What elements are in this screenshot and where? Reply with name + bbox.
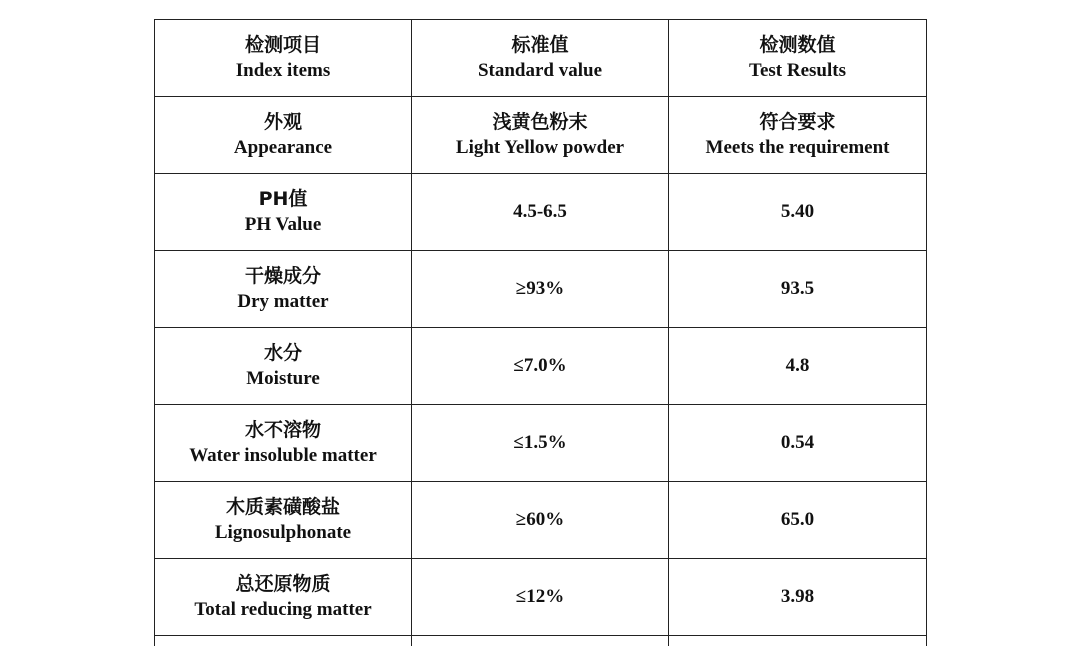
standard-value: ≤12%: [515, 586, 565, 607]
item-name-en: Water insoluble matter: [189, 445, 377, 466]
item-name-zh: 水不溶物: [244, 419, 321, 441]
test-result: 5.40: [780, 201, 815, 222]
test-result-en: Meets the requirement: [705, 137, 890, 158]
item-name-cell: [155, 405, 412, 482]
item-name-zh: 水分: [263, 342, 302, 364]
item-name-en: Total reducing matter: [194, 599, 372, 620]
table-row: [155, 328, 927, 405]
standard-value: ≤1.5%: [513, 432, 567, 453]
standard-value-zh: 浅黄色粉末: [492, 111, 588, 133]
item-name-zh: 外观: [263, 111, 302, 133]
test-result-cell: [669, 97, 927, 174]
table-row: [155, 97, 927, 174]
test-result-cell: [669, 251, 927, 328]
item-name-en: Appearance: [233, 137, 333, 158]
standard-value: ≥60%: [515, 509, 565, 530]
standard-value-cell: [412, 174, 669, 251]
item-name-en: Moisture: [246, 368, 320, 389]
test-result-cell: [669, 174, 927, 251]
test-result-cell: [669, 405, 927, 482]
test-result-cell: [669, 328, 927, 405]
standard-value: ≤7.0%: [513, 355, 567, 376]
table-row-continuation: [155, 636, 927, 647]
standard-value-cell: [412, 559, 669, 636]
item-name-cell: [155, 251, 412, 328]
test-results-table: [154, 19, 927, 646]
item-name-zh: PH值: [258, 188, 308, 210]
test-result-zh: 符合要求: [759, 111, 836, 133]
standard-value: ≥93%: [515, 278, 565, 299]
test-result: 0.54: [780, 432, 815, 453]
item-name-cell: [155, 559, 412, 636]
table-row: [155, 482, 927, 559]
item-name-zh: 总还原物质: [235, 573, 331, 595]
header-index-zh: 检测项目: [244, 34, 321, 56]
header-standard-value: [412, 20, 669, 97]
test-result: 3.98: [780, 586, 815, 607]
item-name-cell: [155, 328, 412, 405]
standard-value-cell: [412, 97, 669, 174]
test-result: 4.8: [785, 355, 810, 376]
table-row: [155, 251, 927, 328]
table-header-row: [155, 20, 927, 97]
standard-value: 4.5-6.5: [513, 201, 567, 222]
continuation-cell: [412, 636, 669, 647]
standard-value-cell: [412, 328, 669, 405]
header-result-en: Test Results: [749, 60, 846, 81]
continuation-cell: [155, 636, 412, 647]
item-name-cell: [155, 174, 412, 251]
test-result: 65.0: [780, 509, 815, 530]
header-standard-zh: 标准值: [511, 34, 569, 56]
standard-value-cell: [412, 251, 669, 328]
item-name-cell: [155, 482, 412, 559]
test-result: 93.5: [780, 278, 815, 299]
header-test-results: [669, 20, 927, 97]
continuation-cell: [669, 636, 927, 647]
standard-value-cell: [412, 405, 669, 482]
item-name-en: PH Value: [244, 214, 322, 235]
header-standard-en: Standard value: [477, 60, 603, 81]
table-row: [155, 405, 927, 482]
table-row: [155, 174, 927, 251]
item-name-en: Dry matter: [237, 291, 329, 312]
test-result-cell: [669, 482, 927, 559]
standard-value-cell: [412, 482, 669, 559]
header-index-en: Index items: [235, 60, 331, 81]
test-result-cell: [669, 559, 927, 636]
item-name-en: Lignosulphonate: [214, 522, 352, 543]
item-name-zh: 木质素磺酸盐: [225, 496, 340, 518]
header-result-zh: 检测数值: [759, 34, 836, 56]
table-row: [155, 559, 927, 636]
item-name-zh: 干燥成分: [244, 265, 321, 287]
header-index-items: [155, 20, 412, 97]
item-name-cell: [155, 97, 412, 174]
standard-value-en: Light Yellow powder: [455, 137, 625, 158]
